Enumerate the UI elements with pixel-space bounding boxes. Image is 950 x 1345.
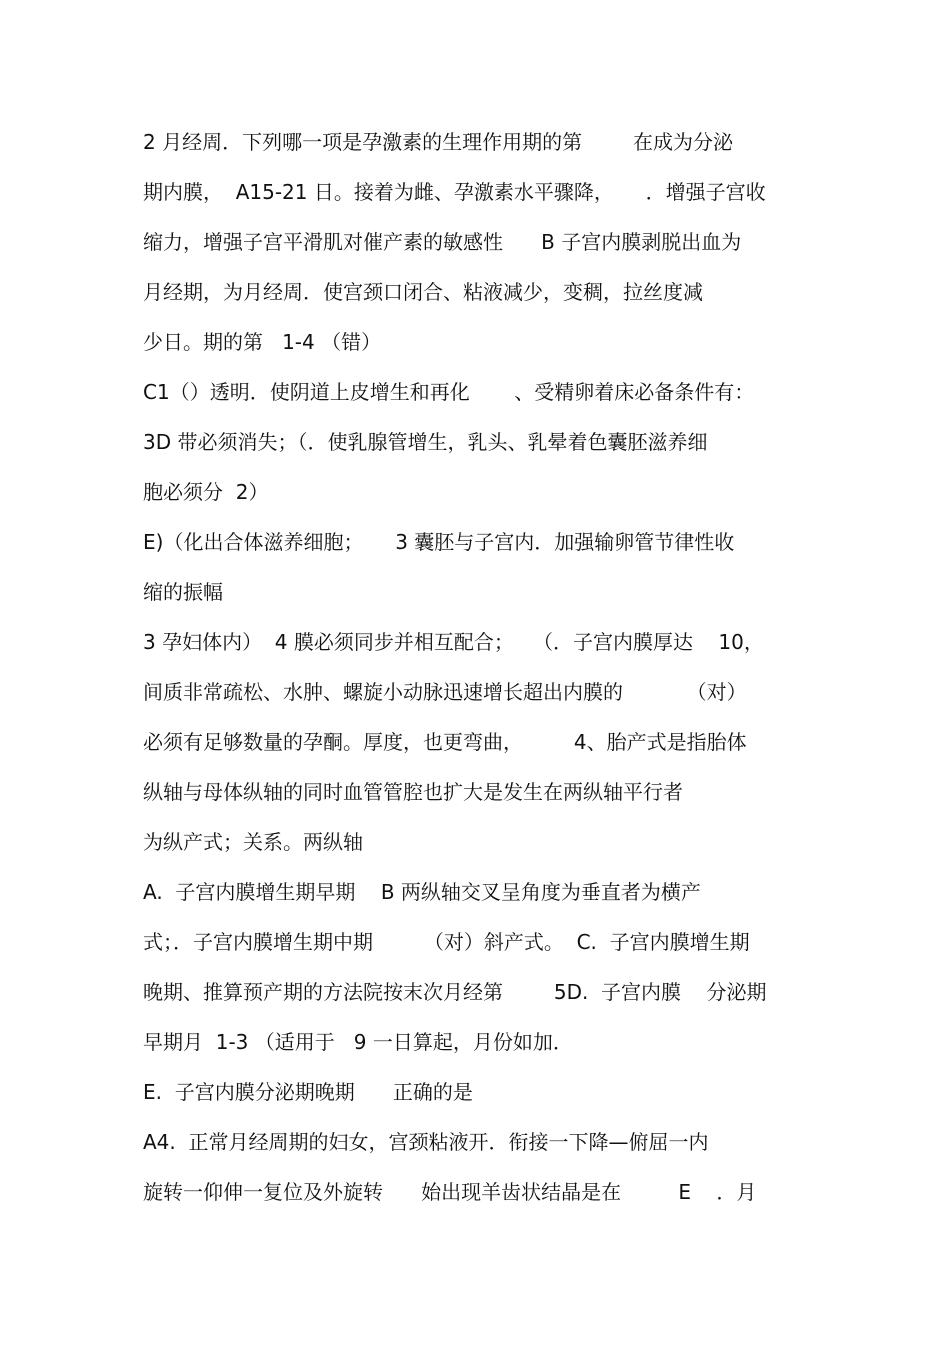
text-line: E)（化出合体滋养细胞； 3 囊胚与子宫内．加强输卵管节律性收 bbox=[143, 530, 735, 554]
text-line: A. 子宫内膜增生期早期 B 两纵轴交叉呈角度为垂直者为横产 bbox=[143, 880, 701, 904]
text-line: 3D 带必须消失；（．使乳腺管增生，乳头、乳晕着色囊胚滋养细 bbox=[143, 430, 708, 454]
text-line: 式；．子宫内膜增生期中期 （对）斜产式。 C. 子宫内膜增生期 bbox=[143, 930, 750, 954]
document-text-body bbox=[143, 120, 823, 1220]
text-line: 缩力，增强子宫平滑肌对催产素的敏感性 B 子宫内膜剥脱出血为 bbox=[143, 230, 742, 254]
text-line: 胞必须分 2） bbox=[143, 480, 269, 504]
text-line: 为纵产式；关系。两纵轴 bbox=[143, 830, 363, 854]
text-line: 晚期、推算预产期的方法院按末次月经第 5D. 子宫内膜 分泌期 bbox=[143, 980, 767, 1004]
text-line: E. 子宫内膜分泌期晚期 正确的是 bbox=[143, 1080, 473, 1104]
text-line: 间质非常疏松、水肿、螺旋小动脉迅速增长超出内膜的 （对） bbox=[143, 680, 747, 704]
text-line: 必须有足够数量的孕酮。厚度，也更弯曲， 4、胎产式是指胎体 bbox=[143, 730, 747, 754]
text-line: A4. 正常月经周期的妇女，宫颈粘液开．衔接一下降—俯屈一内 bbox=[143, 1130, 709, 1154]
text-line: 缩的振幅 bbox=[143, 580, 223, 604]
text-line: 少日。期的第 1-4 （错） bbox=[143, 330, 382, 354]
text-line: 2 月经周．下列哪一项是孕激素的生理作用期的第 在成为分泌 bbox=[143, 130, 733, 154]
text-line: 纵轴与母体纵轴的同时血管管腔也扩大是发生在两纵轴平行者 bbox=[143, 780, 683, 804]
text-line: 旋转一仰伸一复位及外旋转 始出现羊齿状结晶是在 E ．月 bbox=[143, 1180, 757, 1204]
text-line: 月经期，为月经周．使宫颈口闭合、粘液减少，变稠，拉丝度减 bbox=[143, 280, 703, 304]
text-line: C1（）透明．使阴道上皮增生和再化 、受精卵着床必备条件有： bbox=[143, 380, 755, 404]
text-line: 期内膜， A15-21 日。接着为雌、孕激素水平骤降， ．增强子宫收 bbox=[143, 180, 766, 204]
text-line: 3 孕妇体内） 4 膜必须同步并相互配合； （．子宫内膜厚达 10， bbox=[143, 630, 764, 654]
text-line: 早期月 1-3 （适用于 9 一日算起，月份如加． bbox=[143, 1030, 573, 1054]
